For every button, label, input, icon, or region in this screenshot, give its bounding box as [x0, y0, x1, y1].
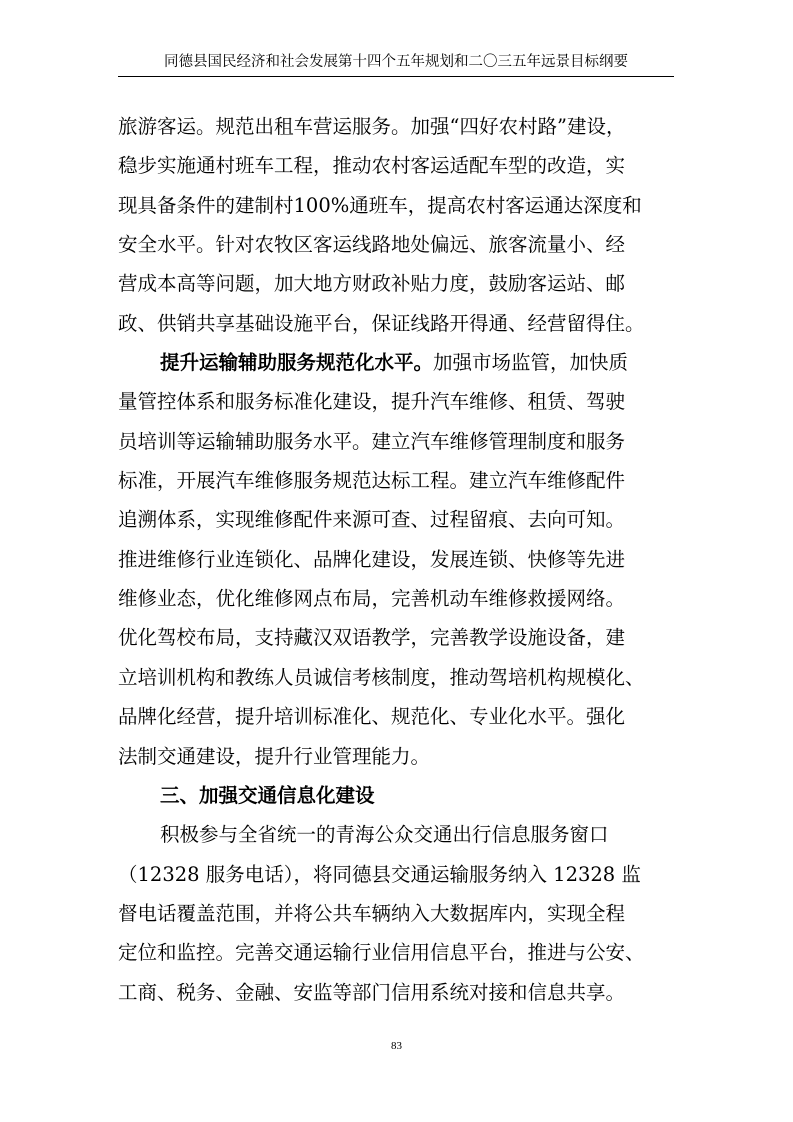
text-line: 稳步实施通村班车工程，推动农村客运适配车型的改造，实 [118, 154, 626, 178]
text-line: 法制交通建设，提升行业管理能力。 [118, 744, 431, 768]
text-line: 定位和监控。完善交通运输行业信用信息平台，推进与公安、 [118, 941, 645, 965]
text-line: 立培训机构和教练人员诚信考核制度，推动驾培机构规模化、 [118, 665, 645, 689]
text-line: 追溯体系，实现维修配件来源可查、过程留痕、去向可知。 [118, 508, 626, 532]
section-heading: 三、加强交通信息化建设 [160, 783, 375, 807]
text-line: 标准，开展汽车维修服务规范达标工程。建立汽车维修配件 [118, 469, 626, 493]
text-line: 现具备条件的建制村100%通班车，提高农村客运通达深度和 [118, 193, 642, 217]
text-line: 政、供销共享基础设施平台，保证线路开得通、经营留得住。 [118, 311, 645, 335]
text-line: 工商、税务、金融、安监等部门信用系统对接和信息共享。 [118, 980, 626, 1004]
paragraph-lead-bold: 提升运输辅助服务规范化水平。 [160, 351, 434, 375]
text-line: 积极参与全省统一的青海公众交通出行信息服务窗口 [160, 823, 609, 847]
text-line: 旅游客运。规范出租车营运服务。加强“四好农村路”建设， [118, 115, 626, 138]
text-line: 维修业态，优化维修网点布局，完善机动车维修救援网络。 [118, 587, 626, 611]
paragraph-1 [118, 107, 678, 343]
text-line: 量管控体系和服务标准化建设，提升汽车维修、租赁、驾驶 [118, 390, 626, 414]
running-header-title: 同德县国民经济和社会发展第十四个五年规划和二〇三五年远景目标纲要 [164, 54, 628, 70]
text-line: 督电话覆盖范围，并将公共车辆纳入大数据库内，实现全程 [118, 901, 626, 925]
text-line: 品牌化经营，提升培训标准化、规范化、专业化水平。强化 [118, 705, 626, 729]
body-text [118, 107, 678, 1012]
paragraph-3 [118, 815, 678, 1012]
paragraph-2 [118, 343, 678, 776]
text-line: 员培训等运输辅助服务水平。建立汽车维修管理制度和服务 [118, 429, 626, 453]
text-line: 优化驾校布局，支持藏汉双语教学，完善教学设施设备，建 [118, 626, 626, 650]
text-line: 营成本高等问题，加大地方财政补贴力度，鼓励客运站、邮 [118, 272, 626, 296]
text-line: 安全水平。针对农牧区客运线路地处偏远、旅客流量小、经 [118, 233, 626, 257]
header-rule [118, 76, 674, 77]
text-line: （12328 服务电话），将同德县交通运输服务纳入 12328 监 [118, 862, 641, 886]
text-line: 推进维修行业连锁化、品牌化建设，发展连锁、快修等先进 [118, 547, 626, 571]
paragraph-lead-rest: 加强市场监管，加快质 [433, 351, 629, 375]
page-number: 83 [391, 1040, 402, 1052]
text-line [118, 343, 678, 382]
